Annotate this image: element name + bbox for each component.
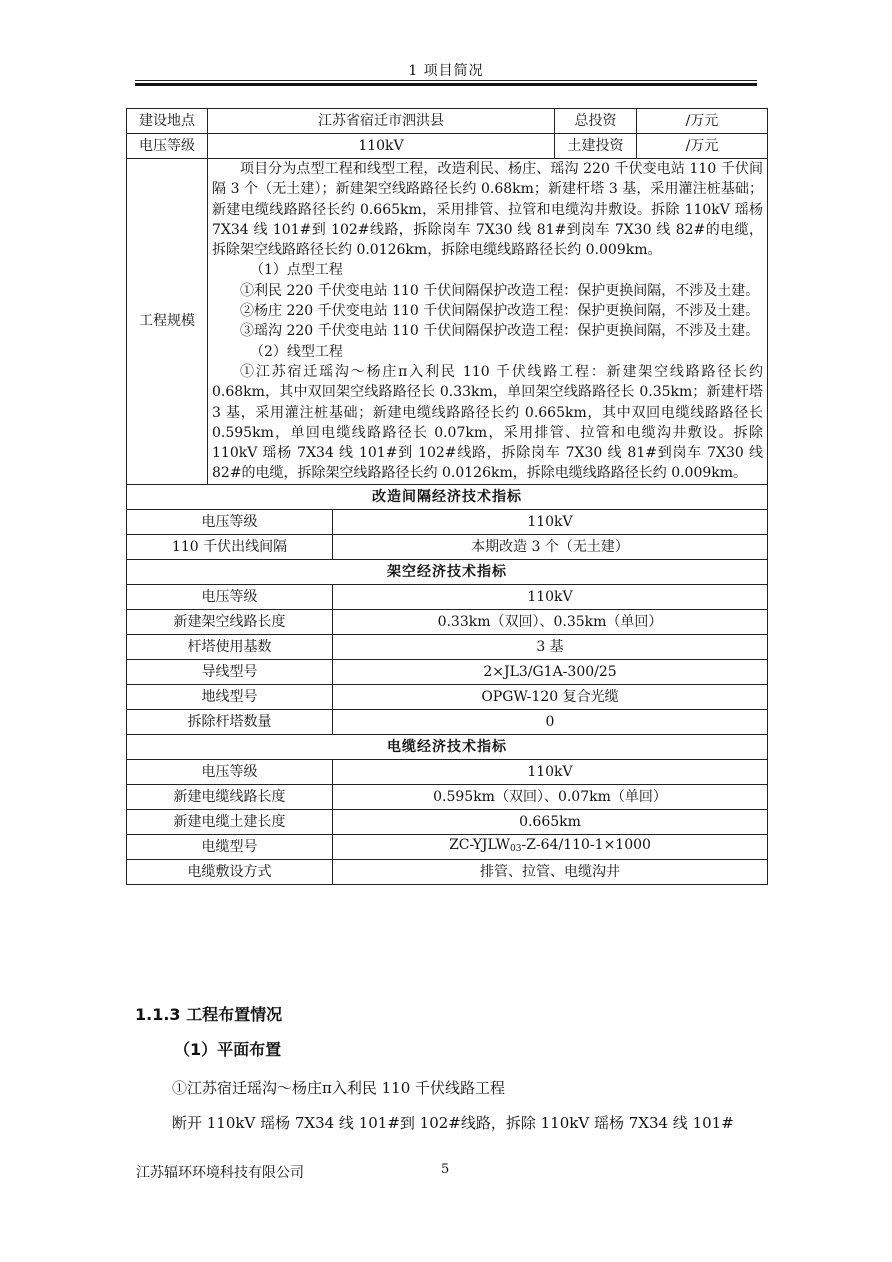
voltage-label: 电压等级 <box>127 134 208 159</box>
indicator-value: 2×JL3/G1A-300/25 <box>333 659 768 684</box>
bay-indicators-title: 改造间隔经济技术指标 <box>127 484 768 509</box>
indicator-value: 0.595km（双回）、0.07km（单回） <box>333 784 768 809</box>
scale-label: 工程规模 <box>127 159 208 485</box>
indicator-value: 3 基 <box>333 634 768 659</box>
indicator-label: 电缆型号 <box>127 834 333 859</box>
table-row <box>127 784 768 809</box>
indicator-value: 本期改造 3 个（无土建） <box>333 534 768 559</box>
indicator-label: 地线型号 <box>127 684 333 709</box>
indicator-value: 0.33km（双回）、0.35km（单回） <box>333 609 768 634</box>
scale-description <box>208 159 768 485</box>
investment-label: 总投资 <box>555 109 637 134</box>
table-row <box>127 509 768 534</box>
indicator-label: 新建架空线路长度 <box>127 609 333 634</box>
header-rule-thin <box>135 80 757 81</box>
scale-paragraph: （2）线型工程 <box>250 343 343 360</box>
indicator-value: 110kV <box>333 584 768 609</box>
table-row <box>127 859 768 884</box>
indicator-label: 新建电缆线路长度 <box>127 784 333 809</box>
project-overview-table <box>126 108 768 885</box>
table-row <box>127 634 768 659</box>
table-row <box>127 159 768 485</box>
page-header: 1 项目简况 <box>408 63 484 79</box>
indicator-value: 0.665km <box>333 809 768 834</box>
location-value: 江苏省宿迁市泗洪县 <box>208 109 555 134</box>
table-row <box>127 134 768 159</box>
table-row <box>127 709 768 734</box>
indicator-label: 电缆敷设方式 <box>127 859 333 884</box>
cable-indicators-title: 电缆经济技术指标 <box>127 734 768 759</box>
table-row <box>127 534 768 559</box>
table-row <box>127 484 768 509</box>
section-heading: 1.1.3 工程布置情况 <box>135 1005 283 1024</box>
table-row <box>127 684 768 709</box>
cable-model-prefix: ZC-YJLW <box>449 836 511 853</box>
overhead-indicators-title: 架空经济技术指标 <box>127 559 768 584</box>
scale-paragraph: ②杨庄 220 千伏变电站 110 千伏间隔保护改造工程：保护更换间隔，不涉及土建。 <box>240 303 760 320</box>
page-number: 5 <box>441 1162 450 1177</box>
scale-paragraph: 项目分为点型工程和线型工程，改造利民、杨庄、瑶沟 220 千伏变电站 110 千伏间隔 3 个（无土建）；新建架空线路路径长约 0.68km；新建杆塔 3 基，采用灌注桩基础；新建电缆线路路径长约 0.665km，采用排管、拉管和电缆沟井敷设。拆除 110kV 瑶杨 7X34 线 101#到 102#线路，拆除岗车 7X30 线 81#到岗车 7X30 线 82#的电缆，拆除架空线路路径长约 0.0126km，拆除电缆线路路径长约 0.009km。 <box>212 161 763 259</box>
indicator-label: 110 千伏出线间隔 <box>127 534 333 559</box>
section-subheading: （1）平面布置 <box>174 1040 282 1059</box>
table-row <box>127 659 768 684</box>
body-text-line: 断开 110kV 瑶杨 7X34 线 101#到 102#线路，拆除 110kV 瑶杨 7X34 线 101# <box>172 1114 734 1132</box>
indicator-value: 0 <box>333 709 768 734</box>
body-text-line: ①江苏宿迁瑶沟～杨庄π入利民 110 千伏线路工程 <box>172 1079 506 1097</box>
table-row <box>127 734 768 759</box>
table-row <box>127 759 768 784</box>
indicator-label: 电压等级 <box>127 759 333 784</box>
table-row <box>127 584 768 609</box>
indicator-label: 电压等级 <box>127 584 333 609</box>
indicator-label: 拆除杆塔数量 <box>127 709 333 734</box>
table-row <box>127 809 768 834</box>
scale-paragraph: （1）点型工程 <box>250 262 343 279</box>
footer-company: 江苏辐环环境科技有限公司 <box>136 1165 304 1181</box>
indicator-label: 导线型号 <box>127 659 333 684</box>
table-row <box>127 834 768 859</box>
investment-value: /万元 <box>637 109 768 134</box>
indicator-value: OPGW-120 复合光缆 <box>333 684 768 709</box>
indicator-label: 杆塔使用基数 <box>127 634 333 659</box>
header-rule-thick <box>135 83 757 86</box>
civil-investment-value: /万元 <box>637 134 768 159</box>
cable-model-suffix: -Z-64/110-1×1000 <box>521 836 651 853</box>
cable-model-subscript: 03 <box>510 843 522 854</box>
location-label: 建设地点 <box>127 109 208 134</box>
table-row <box>127 559 768 584</box>
voltage-value: 110kV <box>208 134 555 159</box>
indicator-label: 新建电缆土建长度 <box>127 809 333 834</box>
scale-paragraph: ①利民 220 千伏变电站 110 千伏间隔保护改造工程：保护更换间隔，不涉及土建。 <box>240 282 760 299</box>
scale-paragraph: ①江苏宿迁瑶沟～杨庄π入利民 110 千伏线路工程：新建架空线路路径长约 0.68km，其中双回架空线路路径长 0.33km，单回架空线路路径长 0.35km；新建杆塔 3 基，采用灌注桩基础；新建电缆线路路径长约 0.665km，其中双回电缆线路路径长 0.595km，单回电缆线路路径长 0.07km，采用排管、拉管和电缆沟井敷设。拆除 110kV 瑶杨 7X34 线 101#到 102#线路，拆除岗车 7X30 线 81#到岗车 7X30 线 82#的电缆，拆除架空线路路径长约 0.0126km，拆除电缆线路路径长约 0.009km。 <box>212 363 763 482</box>
indicator-label: 电压等级 <box>127 509 333 534</box>
cable-model-value <box>333 834 768 859</box>
indicator-value: 排管、拉管、电缆沟井 <box>333 859 768 884</box>
scale-paragraph: ③瑶沟 220 千伏变电站 110 千伏间隔保护改造工程：保护更换间隔，不涉及土建。 <box>240 323 760 340</box>
indicator-value: 110kV <box>333 759 768 784</box>
table-row <box>127 609 768 634</box>
civil-investment-label: 土建投资 <box>555 134 637 159</box>
indicator-value: 110kV <box>333 509 768 534</box>
table-row <box>127 109 768 134</box>
